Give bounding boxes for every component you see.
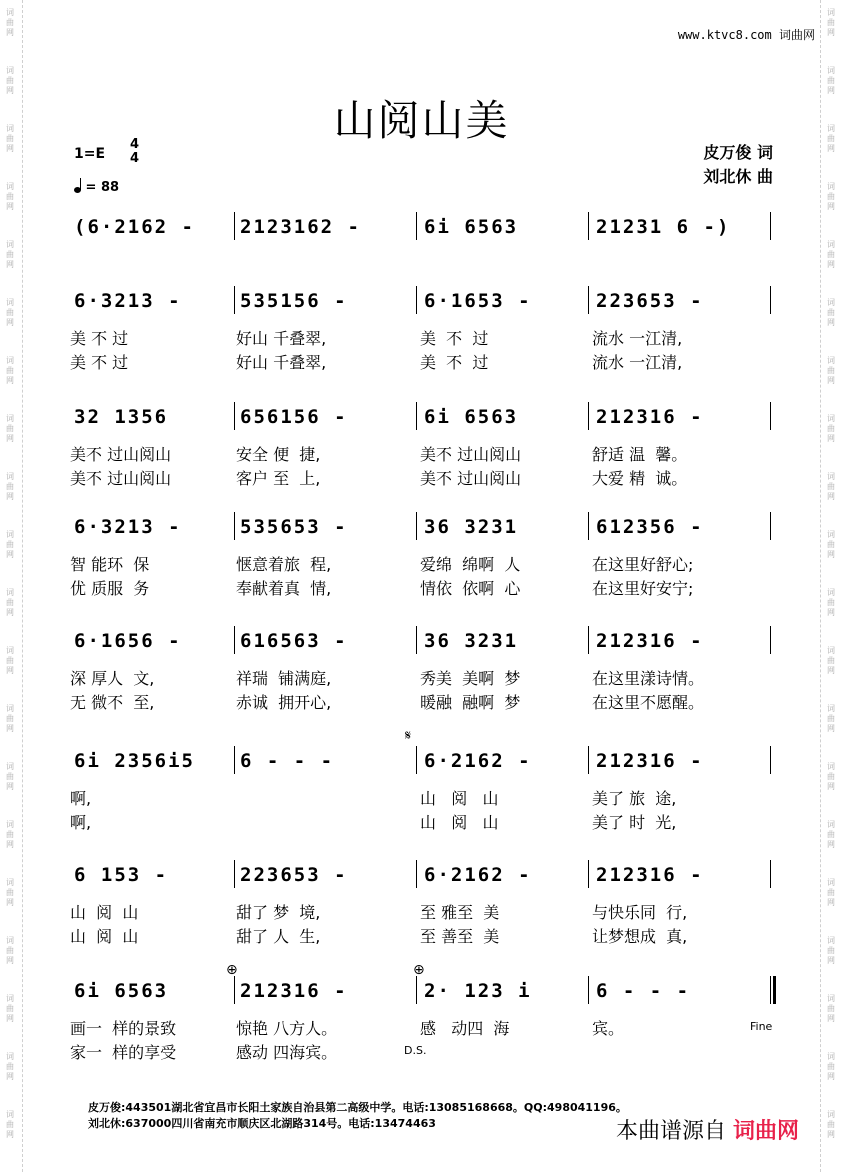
lyric-verse-1: 画一 样的景致 [70,1019,177,1038]
ds-marking: D.S. [404,1044,427,1057]
watermark-glyph: 词 曲 网 [827,66,835,95]
lyric-verse-1: 美了 旅 途, [592,789,677,808]
lyric-verse-1: 祥瑞 铺满庭, [236,669,332,688]
watermark-glyph: 词 曲 网 [6,1052,14,1081]
watermark-glyph: 词 曲 网 [827,1110,835,1139]
lyric-verse-1: 惬意着旅 程, [236,555,332,574]
source-prefix: 本曲谱源自 [615,1119,726,1144]
barline [416,626,417,654]
lyric-verse-1: 山 阅 山 [70,903,139,922]
tempo-marking [74,180,119,195]
lyric-verse-2: 无 微不 至, [70,693,155,712]
lyric-verse-2: 至 善至 美 [420,927,500,946]
watermark-glyph: 词 曲 网 [6,704,14,733]
score-system [70,746,780,832]
watermark-glyph: 词 曲 网 [6,1110,14,1139]
barline [416,286,417,314]
song-title: 山阅山美 [333,96,510,145]
lyric-verse-2: 让梦想成 真, [592,927,688,946]
watermark-glyph: 词 曲 网 [827,820,835,849]
watermark-glyph: 词 曲 网 [827,704,835,733]
lyric-verse-2: 美 不 过 [420,353,489,372]
lyric-verse-1: 美不 过山阅山 [420,445,522,464]
barline [234,626,235,654]
lyric-verse-1: 美 不 过 [70,329,129,348]
lyric-verse-2: 山 阅 山 [420,813,499,832]
lyric-verse-2: 赤诚 拥开心, [236,693,332,712]
score-system [70,212,780,246]
lyric-verse-2: 流水 一江清, [592,353,683,372]
measure: 223653 - [596,290,704,312]
lyric-verse-2: 美了 时 光, [592,813,677,832]
watermark-glyph: 词 曲 网 [6,124,14,153]
lyric-verse-1: 深 厚人 文, [70,669,155,688]
barline [588,512,589,540]
measure: 535156 - [240,290,348,312]
barline [234,976,235,1004]
measure: 6i 6563 [424,216,519,238]
measure: 6i 2356i5 [74,750,195,772]
watermark-glyph: 词 曲 网 [827,182,835,211]
staff [70,286,780,320]
measure: 212316 - [596,630,704,652]
barline [234,286,235,314]
staff [70,860,780,894]
barline [416,746,417,774]
measure: 6i 6563 [74,980,169,1002]
watermark-glyph: 词 曲 网 [827,356,835,385]
measure: 6i 6563 [424,406,519,428]
measure: 6·3213 - [74,290,182,312]
coda-icon-2: ⊕ [413,962,425,978]
lyric-verse-1: 秀美 美啊 梦 [420,669,521,688]
barline [588,976,589,1004]
watermark-glyph: 词 曲 网 [827,878,835,907]
lyric-verse-1: 美 不 过 [420,329,489,348]
quarter-note-icon [74,187,81,193]
contact-lyricist: 皮万俊:443501湖北省宜昌市长阳土家族自治县第二高级中学。电话:13085168668。QQ:498041196。 [88,1101,627,1114]
barline [416,402,417,430]
measure: 6·3213 - [74,516,182,538]
time-sig-top: 4 [130,137,140,152]
watermark-glyph: 词 曲 网 [6,8,14,37]
barline [416,212,417,240]
lyric-verse-2: 客户 至 上, [236,469,321,488]
lyric-verse-2: 情依 依啊 心 [420,579,521,598]
measure: 223653 - [240,864,348,886]
measure: 6·1653 - [424,290,532,312]
measure: 6·2162 - [424,864,532,886]
watermark-glyph: 词 曲 网 [6,414,14,443]
lyric-verse-1: 甜了 梦 境, [236,903,321,922]
watermark-glyph: 词 曲 网 [6,472,14,501]
barline [770,286,771,314]
lyric-verse-2: 大爱 精 诚。 [592,469,688,488]
lyric-verse-1: 爱绵 绵啊 人 [420,555,521,574]
lyric-verse-1: 舒适 温 馨。 [592,445,688,464]
composer-credit: 刘北休 曲 [703,167,773,186]
watermark-glyph: 词 曲 网 [6,994,14,1023]
barline [770,402,771,430]
score-system [70,286,780,372]
watermark-glyph: 词 曲 网 [827,1052,835,1081]
barline [588,402,589,430]
watermark-glyph: 词 曲 网 [827,994,835,1023]
lyric-verse-2: 在这里不愿醒。 [592,693,705,712]
barline [770,860,771,888]
contact-footer [88,1100,627,1132]
lyric-verse-1: 流水 一江清, [592,329,683,348]
barline [234,860,235,888]
barline [588,746,589,774]
measure: 535653 - [240,516,348,538]
lyric-verse-2: 美 不 过 [70,353,129,372]
measure: 21231 6 -) [596,216,731,238]
watermark-glyph: 词 曲 网 [6,298,14,327]
key-signature: 1=E [74,146,106,162]
lyric-verse-1: 啊, [70,789,92,808]
lyric-verse-1: 至 雅至 美 [420,903,500,922]
lyric-verse-1: 好山 千叠翠, [236,329,327,348]
staff [70,402,780,436]
measure: 6·1656 - [74,630,182,652]
time-sig-bottom: 4 [130,151,140,166]
lyric-verse-2: 好山 千叠翠, [236,353,327,372]
measure: (6·2162 - [74,216,195,238]
staff [70,976,780,1010]
coda-icon: ⊕ [226,962,238,978]
lyricist-credit: 皮万俊 词 [703,143,773,162]
lyric-verse-2: 奉献着真 情, [236,579,332,598]
watermark-glyph: 词 曲 网 [6,646,14,675]
measure: 32 1356 [74,406,169,428]
score-system [70,512,780,598]
watermark-glyph: 词 曲 网 [6,182,14,211]
lyric-verse-1: 惊艳 八方人。 [236,1019,338,1038]
staff [70,512,780,546]
lyric-verse-2: 啊, [70,813,92,832]
right-watermark-strip [820,0,843,1172]
contact-composer: 刘北休:637000四川省南充市顺庆区北湖路314号。电话:13474463 [88,1117,436,1130]
lyric-verse-2: 家一 样的享受 [70,1043,177,1062]
measure: 6 - - - [596,980,691,1002]
watermark-glyph: 词 曲 网 [6,820,14,849]
watermark-glyph: 词 曲 网 [6,936,14,965]
watermark-glyph: 词 曲 网 [827,414,835,443]
lyric-verse-2: 暖融 融啊 梦 [420,693,521,712]
measure: 6 - - - [240,750,335,772]
lyric-verse-1: 宾。 [592,1019,625,1038]
site-header [678,26,815,43]
watermark-glyph: 词 曲 网 [827,936,835,965]
watermark-glyph: 词 曲 网 [6,530,14,559]
lyric-verse-2: 山 阅 山 [70,927,139,946]
staff [70,626,780,660]
lyric-verse-1: 在这里好舒心; [592,555,694,574]
lyric-verse-1: 与快乐同 行, [592,903,688,922]
barline [234,402,235,430]
watermark-glyph: 词 曲 网 [827,240,835,269]
lyric-verse-1: 美不 过山阅山 [70,445,172,464]
watermark-glyph: 词 曲 网 [827,8,835,37]
score-system [70,860,780,946]
measure: 212316 - [596,406,704,428]
watermark-glyph: 词 曲 网 [827,646,835,675]
barline [770,212,771,240]
barline [234,746,235,774]
site-brand: 词曲网 [778,28,815,42]
score-system [70,626,780,712]
lyric-verse-1: 山 阅 山 [420,789,499,808]
lyric-verse-2: 感动 四海宾。 [236,1043,338,1062]
barline [588,286,589,314]
fine-marking: Fine [750,1020,773,1033]
lyric-verse-1: 智 能环 保 [70,555,150,574]
barline [770,626,771,654]
watermark-glyph: 词 曲 网 [6,588,14,617]
measure: 36 3231 [424,516,519,538]
lyric-verse-2: 在这里好安宁; [592,579,694,598]
barline [416,860,417,888]
watermark-glyph: 词 曲 网 [827,298,835,327]
watermark-glyph: 词 曲 网 [6,66,14,95]
barline [416,976,417,1004]
staff [70,746,780,780]
measure: 2· 123 i [424,980,532,1002]
measure: 656156 - [240,406,348,428]
staff [70,212,780,246]
measure: 612356 - [596,516,704,538]
barline [588,860,589,888]
barline [416,512,417,540]
measure: 6 153 - [74,864,169,886]
barline [588,626,589,654]
lyric-verse-2: 美不 过山阅山 [420,469,522,488]
lyric-verse-2: 优 质服 务 [70,579,150,598]
left-watermark-strip [0,0,23,1172]
time-signature [130,138,139,166]
lyric-verse-1: 感 动四 海 [420,1019,510,1038]
barline [588,212,589,240]
measure: 616563 - [240,630,348,652]
lyric-verse-2: 美不 过山阅山 [70,469,172,488]
watermark-glyph: 词 曲 网 [6,356,14,385]
watermark-glyph: 词 曲 网 [6,240,14,269]
tempo-value: = 88 [85,180,120,195]
barline [234,512,235,540]
measure: 212316 - [596,750,704,772]
barline [234,212,235,240]
measure: 212316 - [596,864,704,886]
barline [770,976,774,1004]
lyric-verse-2: 甜了 人 生, [236,927,321,946]
source-credit [616,1114,799,1145]
watermark-glyph: 词 曲 网 [827,124,835,153]
watermark-glyph: 词 曲 网 [827,588,835,617]
site-url[interactable]: www.ktvc8.com [677,28,772,42]
lyric-verse-1: 安全 便 捷, [236,445,321,464]
watermark-glyph: 词 曲 网 [6,762,14,791]
watermark-glyph: 词 曲 网 [827,472,835,501]
measure: 2123162 - [240,216,361,238]
watermark-glyph: 词 曲 网 [827,530,835,559]
barline [770,512,771,540]
source-brand[interactable]: 词曲网 [732,1119,799,1144]
measure: 36 3231 [424,630,519,652]
lyric-verse-1: 在这里漾诗情。 [592,669,705,688]
watermark-glyph: 词 曲 网 [827,762,835,791]
measure: 212316 - [240,980,348,1002]
score-system [70,402,780,488]
barline [770,746,771,774]
measure: 6·2162 - [424,750,532,772]
segno-icon: 𝄋 [405,728,412,744]
watermark-glyph: 词 曲 网 [6,878,14,907]
